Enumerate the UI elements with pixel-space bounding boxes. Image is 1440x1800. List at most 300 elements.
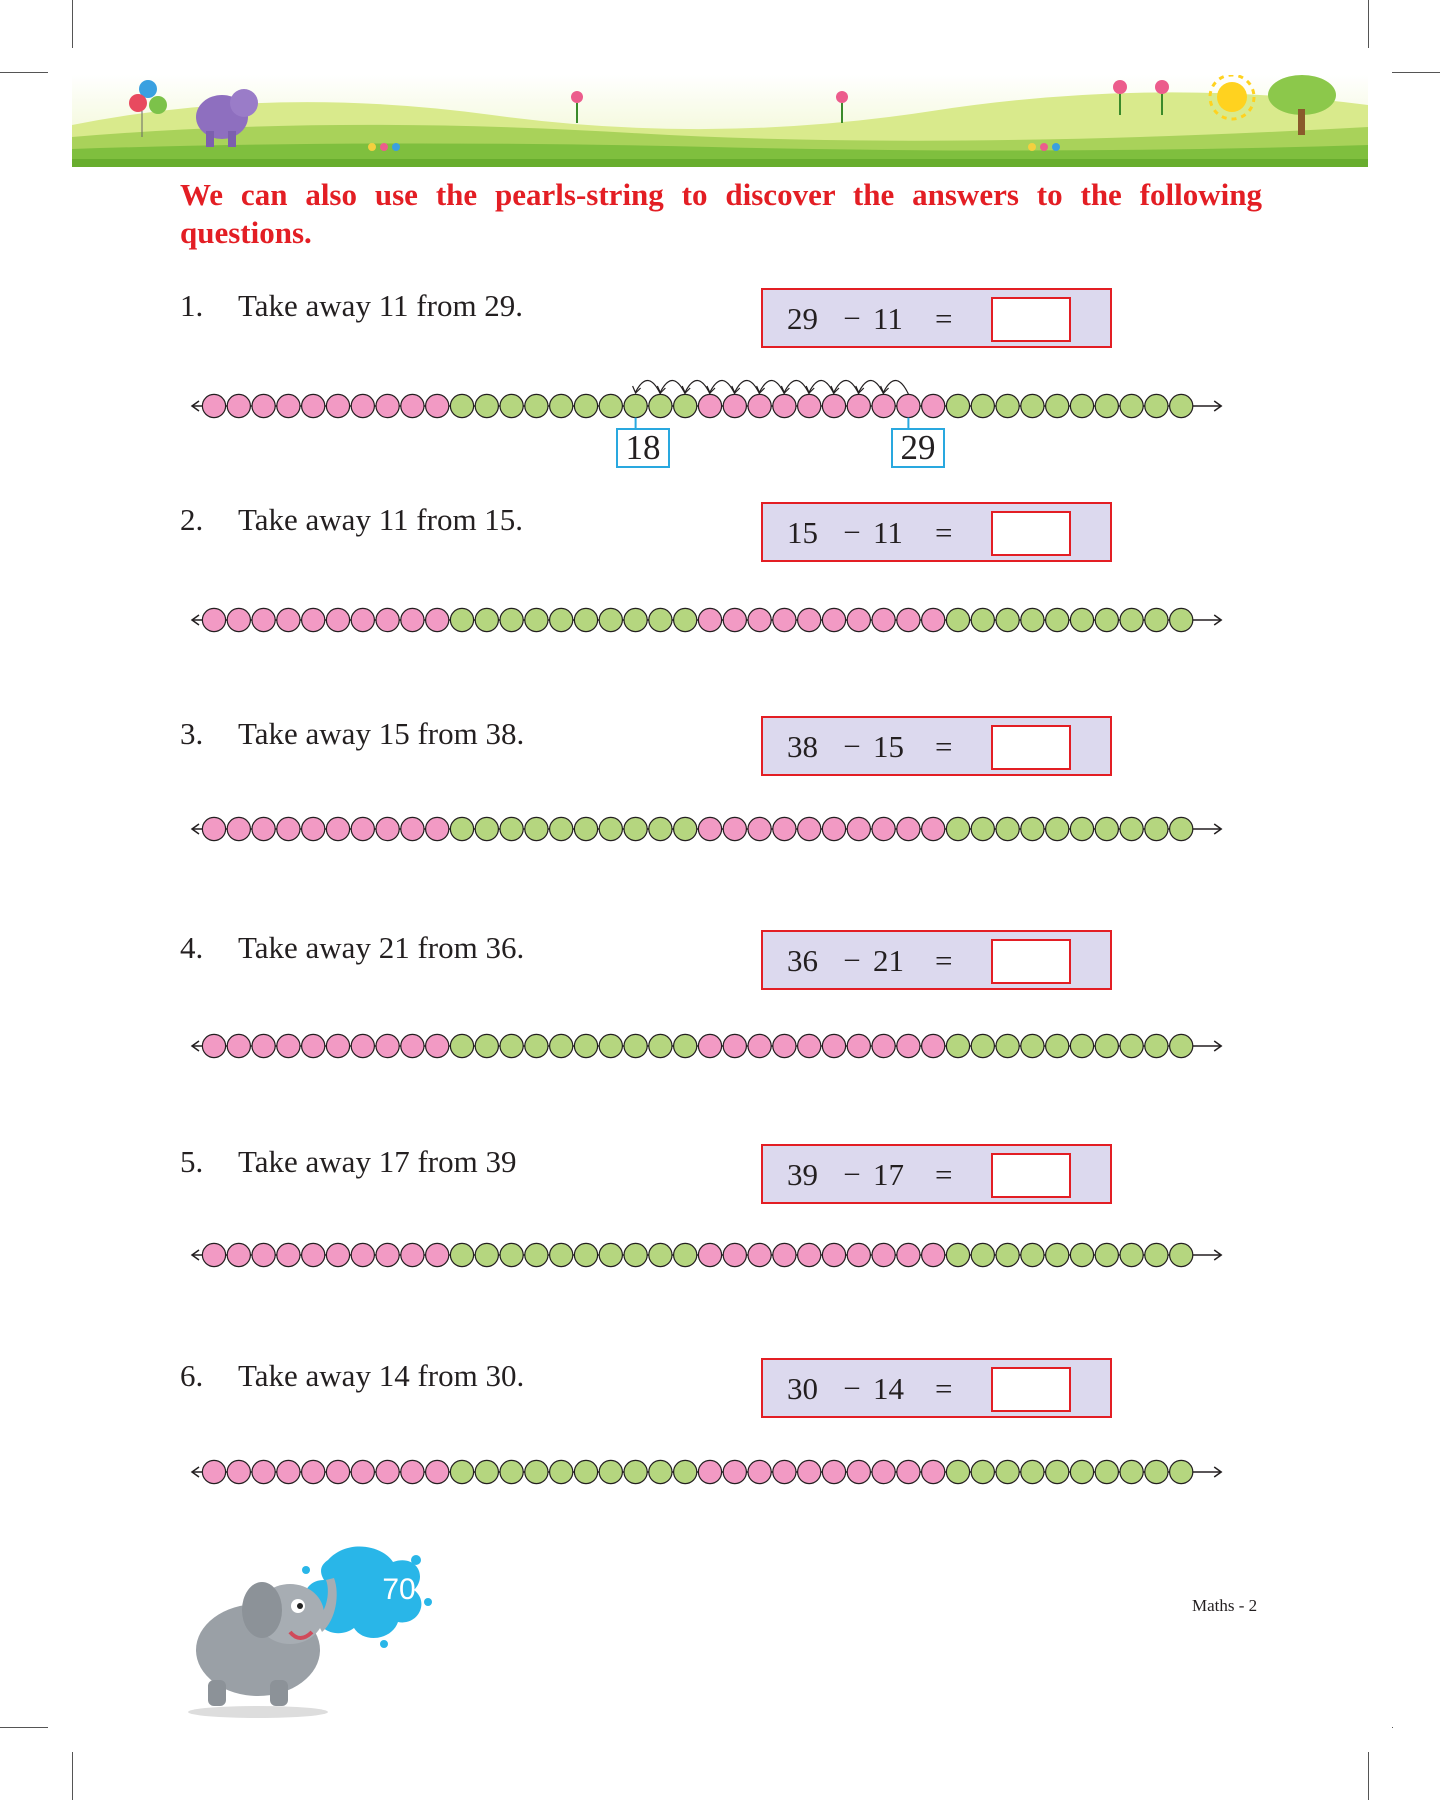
pearl-36 [1070,1460,1093,1483]
pearl-28 [872,608,895,631]
pearl-40 [1170,1034,1193,1057]
pearl-21 [698,817,721,840]
pearl-string-1 [190,378,1230,488]
pearl-30 [922,394,945,417]
pearl-22 [723,1034,746,1057]
pearl-24 [773,394,796,417]
pearl-33 [996,1243,1019,1266]
pearl-40 [1170,1243,1193,1266]
pearl-4 [277,817,300,840]
pearl-16 [574,1460,597,1483]
pearl-32 [971,1243,994,1266]
question-text: Take away 15 from 38. [238,716,525,751]
pearl-9 [401,1243,424,1266]
pearl-30 [922,817,945,840]
equation-box [761,288,1112,348]
pearl-8 [376,394,399,417]
equation-box [761,502,1112,562]
pearl-27 [847,1034,870,1057]
jump-arc [884,380,909,394]
subtrahend: 17 [873,1157,904,1192]
pearl-24 [773,608,796,631]
pearl-24 [773,1034,796,1057]
pearl-29 [897,817,920,840]
pearl-15 [550,608,573,631]
pearl-5 [302,1243,325,1266]
pearl-38 [1120,1460,1143,1483]
book-label: Maths - 2 [1192,1596,1258,1615]
jump-arc [735,380,760,394]
pearl-29 [897,394,920,417]
pearl-6 [326,1243,349,1266]
minuend: 29 [787,301,818,336]
instruction-heading: We can also use the pearls-string to discover the answers to the following questions. [180,177,1262,250]
pearl-7 [351,1034,374,1057]
pearl-31 [946,394,969,417]
pearl-8 [376,817,399,840]
answer-box[interactable] [991,511,1071,556]
pearl-10 [426,1034,449,1057]
pearl-33 [996,608,1019,631]
pearl-2 [227,1243,250,1266]
pearl-25 [798,1460,821,1483]
pearl-17 [599,1034,622,1057]
pearl-36 [1070,817,1093,840]
pearl-13 [500,608,523,631]
equals-sign: = [935,1157,953,1192]
pearl-31 [946,1243,969,1266]
pearl-25 [798,394,821,417]
pearl-22 [723,608,746,631]
pearl-23 [748,608,771,631]
crop-mark [0,72,48,73]
pearl-string-6 [190,1444,1230,1554]
jump-arc [859,380,884,394]
pearl-38 [1120,394,1143,417]
answer-box[interactable] [991,1367,1071,1412]
pearl-11 [450,394,473,417]
equation-box [761,930,1112,990]
minuend: 39 [787,1157,818,1192]
pearl-14 [525,817,548,840]
pearl-31 [946,1034,969,1057]
pearl-15 [550,1243,573,1266]
question-text: Take away 14 from 30. [238,1358,525,1393]
footer-elephant [178,1540,448,1720]
pearl-14 [525,1460,548,1483]
pearl-39 [1145,608,1168,631]
minuend: 36 [787,943,818,978]
jump-arc [760,380,785,394]
pearl-17 [599,394,622,417]
pearl-11 [450,608,473,631]
pearl-15 [550,1460,573,1483]
pearl-22 [723,394,746,417]
pearl-36 [1070,1243,1093,1266]
pearl-1 [202,608,225,631]
pearl-40 [1170,817,1193,840]
pearl-13 [500,394,523,417]
pearl-14 [525,1243,548,1266]
pearl-23 [748,1243,771,1266]
minus-sign: – [845,943,859,974]
pearl-17 [599,608,622,631]
pearl-4 [277,394,300,417]
answer-box[interactable] [991,1153,1071,1198]
pearl-27 [847,817,870,840]
pearl-2 [227,817,250,840]
subtrahend: 11 [873,301,903,336]
pearl-9 [401,1034,424,1057]
equation-box [761,1358,1112,1418]
pearl-38 [1120,608,1143,631]
equation-box [761,1144,1112,1204]
pearl-24 [773,1243,796,1266]
pearl-18 [624,817,647,840]
pearl-21 [698,608,721,631]
pearl-38 [1120,1034,1143,1057]
pearl-38 [1120,817,1143,840]
pearl-21 [698,1034,721,1057]
pearl-8 [376,608,399,631]
pearl-4 [277,1460,300,1483]
pearl-3 [252,1034,275,1057]
pearl-string-svg [190,1227,1230,1337]
pearl-8 [376,1034,399,1057]
pearl-34 [1021,608,1044,631]
pearl-37 [1095,1034,1118,1057]
pearl-15 [550,1034,573,1057]
pearl-string-3 [190,801,1230,911]
answer-box[interactable] [991,939,1071,984]
pearl-29 [897,608,920,631]
pearl-27 [847,1243,870,1266]
pearl-3 [252,1460,275,1483]
pearl-30 [922,608,945,631]
answer-box[interactable] [991,725,1071,770]
pearl-14 [525,608,548,631]
pearl-30 [922,1243,945,1266]
pearl-21 [698,1460,721,1483]
pearl-11 [450,1460,473,1483]
pearl-string-5 [190,1227,1230,1337]
pearl-39 [1145,817,1168,840]
pearl-3 [252,817,275,840]
header-banner [72,75,1368,167]
equation-box [761,716,1112,776]
pearl-20 [674,394,697,417]
pearl-16 [574,1243,597,1266]
pearl-18 [624,608,647,631]
minus-sign: – [845,1157,859,1188]
pearl-26 [822,1460,845,1483]
pearl-37 [1095,817,1118,840]
pearl-25 [798,817,821,840]
pearl-39 [1145,1243,1168,1266]
pearl-25 [798,608,821,631]
pearl-23 [748,394,771,417]
pearl-21 [698,394,721,417]
pearl-2 [227,394,250,417]
crop-mark [1392,72,1440,73]
pearl-13 [500,1460,523,1483]
pearl-5 [302,1460,325,1483]
pearl-27 [847,608,870,631]
pearl-9 [401,817,424,840]
pearl-28 [872,1243,895,1266]
equals-sign: = [935,301,953,336]
pearl-26 [822,1034,845,1057]
question-number: 4. [180,930,204,965]
subtrahend: 21 [873,943,904,978]
pearl-23 [748,1034,771,1057]
pearl-16 [574,817,597,840]
end-marker-18: 18 [616,428,670,468]
pearl-6 [326,817,349,840]
subtrahend: 14 [873,1371,904,1406]
minuend: 38 [787,729,818,764]
pearl-15 [550,394,573,417]
pearl-18 [624,394,647,417]
pearl-31 [946,1460,969,1483]
pearl-2 [227,608,250,631]
pearl-17 [599,1460,622,1483]
question-number: 2. [180,502,204,537]
pearl-19 [649,817,672,840]
pearl-string-svg [190,801,1230,911]
pearl-5 [302,1034,325,1057]
subtrahend: 11 [873,515,903,550]
pearl-1 [202,1460,225,1483]
pearl-26 [822,1243,845,1266]
pearl-18 [624,1243,647,1266]
start-marker-29: 29 [891,428,945,468]
crop-mark [1392,1727,1393,1728]
pearl-29 [897,1034,920,1057]
pearl-35 [1046,1243,1069,1266]
jump-arc [685,380,710,394]
pearl-11 [450,1243,473,1266]
pearl-25 [798,1034,821,1057]
question-text: Take away 17 from 39 [238,1144,517,1179]
pearl-31 [946,817,969,840]
pearl-32 [971,608,994,631]
jump-arc [710,380,735,394]
minus-sign: – [845,515,859,546]
pearl-35 [1046,608,1069,631]
pearl-32 [971,1460,994,1483]
pearl-28 [872,1034,895,1057]
pearl-39 [1145,1460,1168,1483]
equals-sign: = [935,729,953,764]
pearl-13 [500,1034,523,1057]
pearl-35 [1046,1034,1069,1057]
pearl-37 [1095,608,1118,631]
pearl-7 [351,1243,374,1266]
pearl-15 [550,817,573,840]
pearl-32 [971,1034,994,1057]
equals-sign: = [935,943,953,978]
pearl-28 [872,394,895,417]
pearl-19 [649,608,672,631]
pearl-8 [376,1243,399,1266]
pearl-1 [202,394,225,417]
minuend: 15 [787,515,818,550]
pearl-32 [971,817,994,840]
pearl-36 [1070,1034,1093,1057]
pearl-22 [723,1460,746,1483]
pearl-39 [1145,394,1168,417]
pearl-9 [401,394,424,417]
pearl-string-2 [190,592,1230,702]
pearl-17 [599,817,622,840]
pearl-35 [1046,1460,1069,1483]
crop-mark [1368,1752,1369,1800]
pearl-4 [277,1243,300,1266]
pearl-18 [624,1034,647,1057]
pearl-16 [574,608,597,631]
pearl-40 [1170,1460,1193,1483]
pearl-12 [475,1243,498,1266]
pearl-20 [674,608,697,631]
pearl-12 [475,1034,498,1057]
pearl-35 [1046,817,1069,840]
pearl-36 [1070,608,1093,631]
question-number: 3. [180,716,204,751]
pearl-6 [326,1460,349,1483]
pearl-34 [1021,394,1044,417]
pearl-28 [872,817,895,840]
question-text: Take away 11 from 15. [238,502,524,537]
pearl-2 [227,1460,250,1483]
pearl-7 [351,1460,374,1483]
crop-mark [0,1727,48,1728]
pearl-24 [773,1460,796,1483]
pearl-20 [674,1034,697,1057]
pearl-17 [599,1243,622,1266]
pearl-34 [1021,1460,1044,1483]
pearl-12 [475,1460,498,1483]
pearl-40 [1170,394,1193,417]
pearl-34 [1021,1243,1044,1266]
subtrahend: 15 [873,729,904,764]
pearl-39 [1145,1034,1168,1057]
pearl-34 [1021,817,1044,840]
pearl-7 [351,394,374,417]
question-number: 6. [180,1358,204,1393]
pearl-6 [326,394,349,417]
pearl-12 [475,608,498,631]
pearl-10 [426,817,449,840]
pearl-20 [674,1460,697,1483]
pearl-37 [1095,394,1118,417]
minus-sign: – [845,729,859,760]
pearl-21 [698,1243,721,1266]
pearl-9 [401,608,424,631]
question-text: Take away 11 from 29. [238,288,524,323]
pearl-23 [748,817,771,840]
pearl-30 [922,1460,945,1483]
pearl-38 [1120,1243,1143,1266]
pearl-33 [996,1460,1019,1483]
pearl-29 [897,1243,920,1266]
pearl-1 [202,1034,225,1057]
pearl-5 [302,817,325,840]
pearl-14 [525,1034,548,1057]
pearl-8 [376,1460,399,1483]
pearl-7 [351,817,374,840]
pearl-24 [773,817,796,840]
pearl-9 [401,1460,424,1483]
pearl-37 [1095,1460,1118,1483]
pearl-13 [500,1243,523,1266]
answer-box[interactable] [991,297,1071,342]
page-number: 70 [382,1573,416,1606]
elephant-icon [188,1578,337,1718]
jump-arc [784,380,809,394]
pearl-20 [674,1243,697,1266]
pearl-35 [1046,394,1069,417]
pearl-10 [426,394,449,417]
pearl-string-svg [190,1444,1230,1554]
pearl-6 [326,608,349,631]
pearl-string-svg [190,592,1230,702]
pearl-1 [202,817,225,840]
pearl-25 [798,1243,821,1266]
pearl-37 [1095,1243,1118,1266]
crop-mark [72,0,73,48]
pearl-10 [426,1243,449,1266]
pearl-34 [1021,1034,1044,1057]
minuend: 30 [787,1371,818,1406]
pearl-27 [847,1460,870,1483]
pearl-26 [822,608,845,631]
pearl-33 [996,394,1019,417]
pearl-31 [946,608,969,631]
pearl-1 [202,1243,225,1266]
equals-sign: = [935,515,953,550]
jump-arc [834,380,859,394]
pearl-5 [302,608,325,631]
pearl-11 [450,1034,473,1057]
question-number: 5. [180,1144,204,1179]
pearl-26 [822,817,845,840]
pearl-2 [227,1034,250,1057]
pearl-29 [897,1460,920,1483]
pearl-16 [574,394,597,417]
minus-sign: – [845,301,859,332]
pearl-5 [302,394,325,417]
pearl-string-svg [190,1018,1230,1128]
pearl-36 [1070,394,1093,417]
pearl-33 [996,817,1019,840]
pearl-6 [326,1034,349,1057]
jump-arc [660,380,685,394]
pearl-23 [748,1460,771,1483]
pearl-27 [847,394,870,417]
equals-sign: = [935,1371,953,1406]
crop-mark [72,1752,73,1800]
pearl-19 [649,394,672,417]
pearl-19 [649,1034,672,1057]
pearl-10 [426,608,449,631]
pearl-33 [996,1034,1019,1057]
pearl-13 [500,817,523,840]
pearl-19 [649,1243,672,1266]
pearl-12 [475,817,498,840]
pearl-22 [723,817,746,840]
pearl-18 [624,1460,647,1483]
